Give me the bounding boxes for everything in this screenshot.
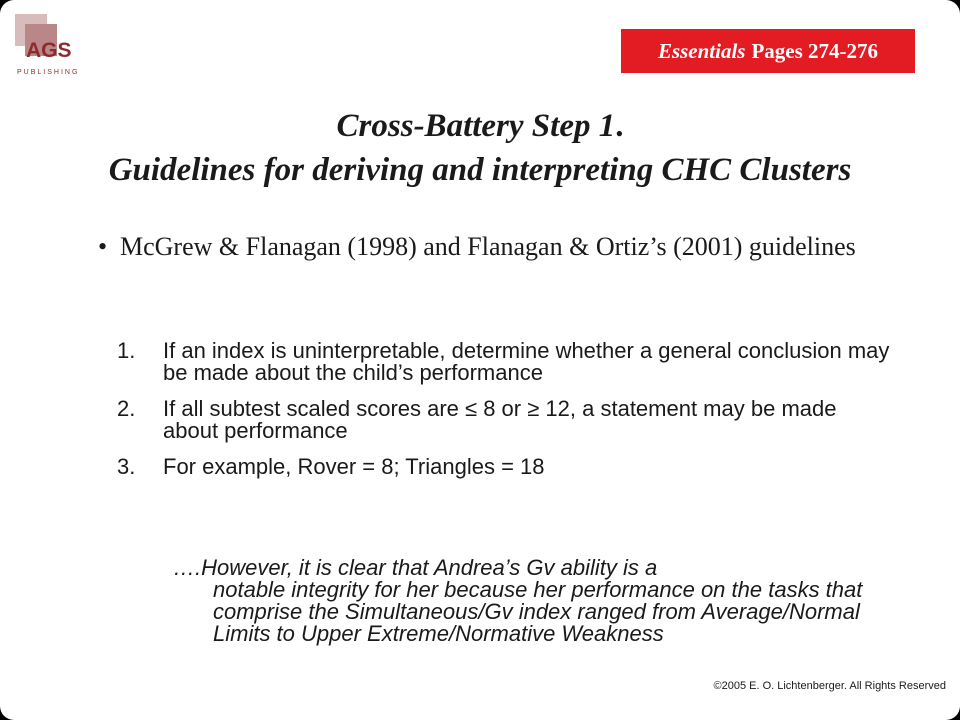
slide-title (30, 104, 930, 192)
bullet-text: McGrew & Flanagan (1998) and Flanagan & Ortiz’s (2001) guidelines (120, 232, 856, 261)
item-text: If an index is uninterpretable, determine whether a general conclusion may be made about the child’s performance (163, 338, 890, 385)
title-line-2: Guidelines for deriving and interpreting CHC Clusters (108, 152, 852, 188)
essentials-pages-badge (619, 27, 917, 75)
title-line-1-text: Cross-Battery Step 1 (336, 108, 616, 144)
guideline-item-3 (117, 456, 897, 478)
item-number: 2. (117, 396, 136, 421)
ags-logo (12, 12, 92, 78)
note-rest: notable integrity for her because her performance on the tasks that comprise the Simultaneous/Gv index ranged from Average/Normal Limits to Upper Extreme/Normative Weakness (213, 577, 863, 646)
bullet-mark: • (98, 232, 108, 261)
logo-sub: PUBLISHING (17, 69, 80, 76)
main-bullet (98, 228, 918, 266)
title-line-1 (30, 104, 930, 148)
note-first-line: ….However, it is clear that Andrea’s Gv ability is a (173, 555, 658, 580)
title-line-1-end: . (615, 108, 624, 144)
guideline-item-2 (117, 398, 897, 442)
copyright: ©2005 E. O. Lichtenberger. All Rights Reserved (713, 680, 946, 692)
item-text: If all subtest scaled scores are ≤ 8 or ≥ 12, a statement may be made about performance (163, 396, 837, 443)
item-text: For example, Rover = 8; Triangles = 18 (163, 454, 545, 479)
logo-name: AGS (26, 39, 72, 62)
example-note (173, 557, 913, 645)
badge-italic: Essentials (657, 38, 746, 63)
guideline-item-1 (117, 340, 897, 384)
item-number: 3. (117, 454, 136, 479)
item-number: 1. (117, 338, 136, 363)
badge-pages: Pages 274-276 (751, 38, 879, 63)
guideline-list (117, 340, 897, 492)
